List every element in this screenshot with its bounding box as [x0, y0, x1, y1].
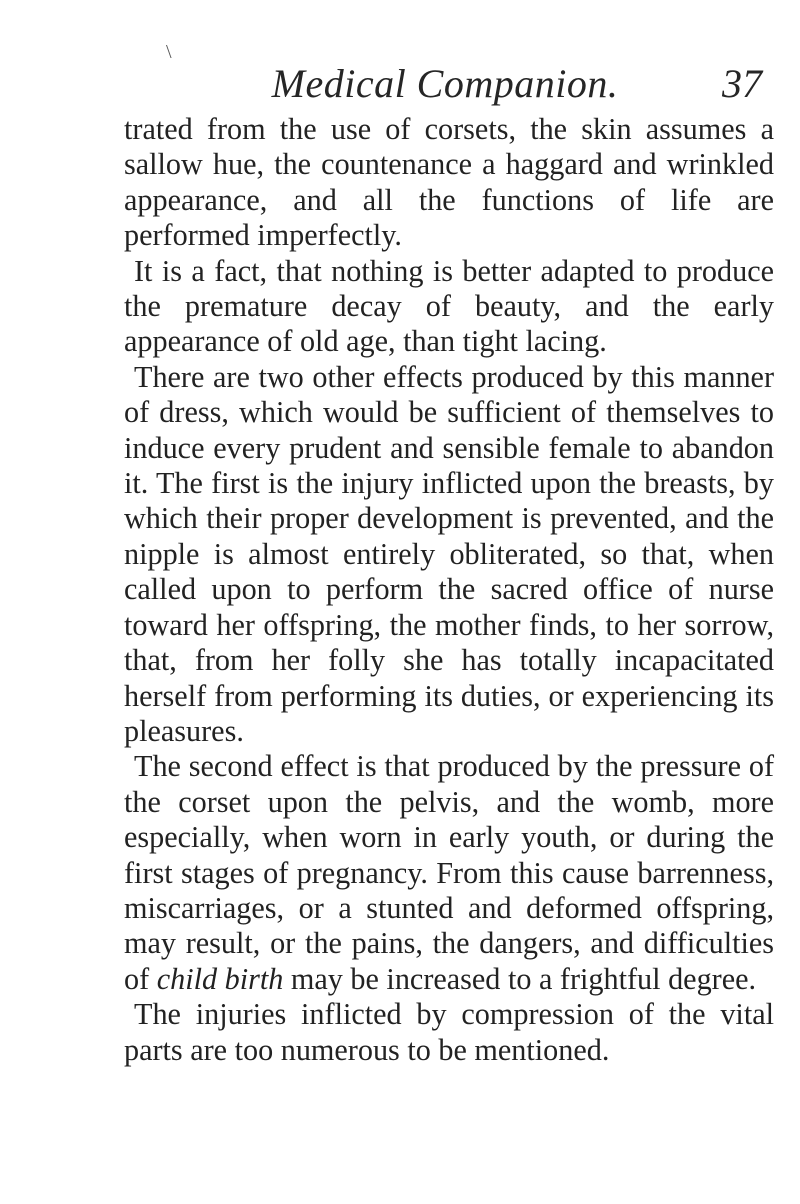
- page-mark: \: [166, 41, 172, 63]
- paragraph-4: [124, 749, 774, 997]
- running-head: Medical Companion.: [271, 61, 619, 106]
- page-header: [120, 56, 770, 108]
- paragraph-2: It is a fact, that nothing is better adapted to produce the premature decay of beauty, and the early appearance of old age, than tight lacing.: [124, 253, 774, 359]
- body-text: [124, 112, 774, 1068]
- paragraph-3: There are two other effects produced by this manner of dress, which would be sufficient of themselves to induce every prudent and sensible female to abandon it. The first is the injury inflicted upon the breasts, by which their proper development is prevented, and the nipple is almost entirely obliterated, so that, when called upon to perform the sacred office of nurse toward her offspring, the mother finds, to her sorrow, that, from her folly she has totally incapacitated herself from performing its duties, or experiencing its pleasures.: [124, 359, 774, 748]
- page-number: 37: [722, 61, 762, 106]
- paragraph-4-text: The second effect is that produced by the pressure of the corset upon the pelvis, and the womb, more especially, when worn in early youth, or during the first stages of pregnancy. From this cause barrenness, miscarriages, or a stunted and deformed offspring, may result, or the pains, the dangers, and difficulties of: [124, 749, 774, 996]
- paragraph-4-end: may be increased to a frightful degree.: [290, 961, 757, 996]
- paragraph-4-italic: child birth: [156, 961, 284, 996]
- paragraph-5: The injuries inflicted by compression of the vital parts are too numerous to be mentioned.: [124, 997, 774, 1067]
- paragraph-1: trated from the use of corsets, the skin assumes a sallow hue, the countenance a haggard and wrinkled appearance, and all the functions of life are performed imperfectly.: [124, 112, 774, 253]
